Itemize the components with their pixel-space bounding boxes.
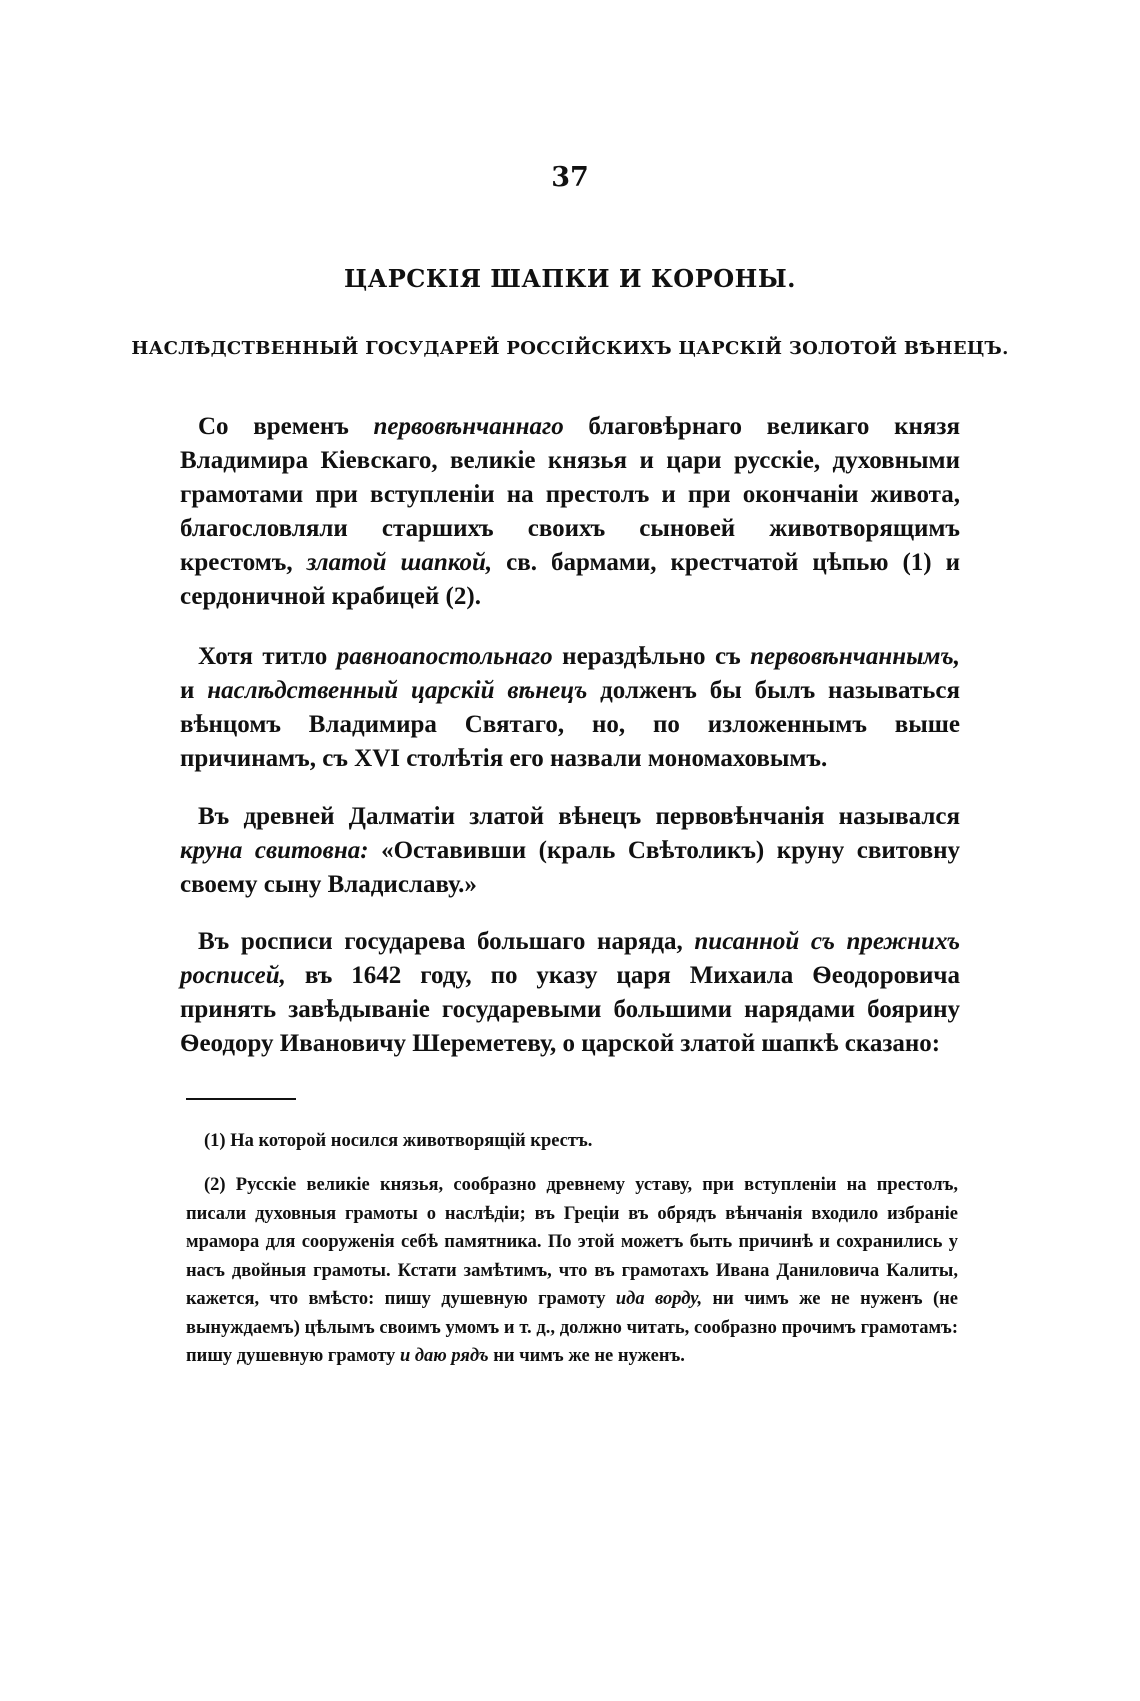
footnote-2	[186, 1171, 958, 1371]
paragraph-3	[180, 800, 960, 902]
italic-phrase: первовѣнчаннаго	[373, 413, 564, 440]
footnote-divider	[186, 1098, 296, 1100]
paragraph-text: нераздѣльно съ	[552, 643, 751, 670]
section-title: НАСЛѢДСТВЕННЫЙ ГОСУДАРЕЙ РОССІЙСКИХЪ ЦАРСКІЙ ЗОЛОТОЙ ВѢНЕЦЪ.	[131, 338, 1009, 359]
paragraph-text: долженъ бы былъ называться вѣнцомъ Владимира Святаго, но, по изложеннымъ выше причинамъ, съ XVI столѣтія его назвали мономаховымъ.	[180, 677, 960, 772]
italic-phrase: златой шапкой,	[306, 549, 493, 576]
footnote-1: (1) На которой носился животворящій крестъ.	[204, 1131, 593, 1151]
paragraph-text: и	[180, 677, 208, 704]
paragraph-text: Въ росписи государева большаго наряда,	[198, 928, 695, 955]
paragraph-text: св. бармами, крестчатой цѣпью (1) и сердоничной крабицей (2).	[180, 549, 960, 610]
italic-phrase: равноапостольнаго	[336, 643, 553, 670]
paragraph-text: Въ древней Далматіи златой вѣнецъ первовѣнчанія назывался	[198, 803, 960, 830]
italic-phrase: и даю рядъ	[399, 1346, 489, 1366]
page-number: 37	[551, 162, 589, 193]
paragraph-4	[180, 925, 960, 1061]
footnote-text: ни чимъ же не нуженъ.	[488, 1346, 685, 1366]
italic-phrase: ида ворду,	[615, 1289, 703, 1309]
paragraph-text: въ 1642 году, по указу царя Михаила Ѳеодоровича принять завѣдываніе государевыми большими нарядами боярину Ѳеодору Ивановичу Шереметеву, о царской златой шапкѣ сказано:	[180, 962, 960, 1057]
italic-phrase: наслѣдственный царскій вѣнецъ	[207, 677, 588, 704]
paragraph-text: «Оставивши (краль Свѣтоликъ) круну свитовну своему сыну Владиславу.»	[180, 837, 960, 898]
paragraph-text: благовѣрнаго великаго князя Владимира Кіевскаго, великіе князья и цари русскіе, духовными грамотами при вступленіи на престолъ и при окончаніи живота, благословляли старшихъ своихъ сыновей животворящимъ крестомъ,	[180, 413, 960, 576]
footnote-text: ни чимъ же не нуженъ (не вынуждаемъ) цѣлымъ своимъ умомъ и т. д., должно читать, сообразно прочимъ грамотамъ: пишу душевную грамоту	[186, 1289, 958, 1366]
italic-phrase: первовѣнчаннымъ,	[750, 643, 960, 670]
chapter-title: ЦАРСКІЯ ШАПКИ И КОРОНЫ.	[343, 264, 797, 293]
paragraph-text: Хотя титло	[198, 643, 337, 670]
paragraph-1	[180, 410, 960, 614]
paragraph-2	[180, 640, 960, 776]
paragraph-text: Со временъ	[198, 413, 374, 440]
footnote-text: (2) Русскіе великіе князья, сообразно древнему уставу, при вступленіи на престолъ, писали духовныя грамоты о наслѣдіи; въ Греціи въ обрядъ вѣнчанія входило избраніе мрамора для сооруженія себѣ памятника. По этой можетъ быть причинѣ и сохранились у насъ двойныя грамоты. Кстати замѣтимъ, что въ грамотахъ Ивана Даниловича Калиты, кажется, что вмѣсто: пишу душевную грамоту	[186, 1175, 958, 1309]
italic-phrase: круна свитовна:	[180, 837, 369, 864]
italic-phrase: писанной съ прежнихъ росписей,	[180, 928, 961, 989]
